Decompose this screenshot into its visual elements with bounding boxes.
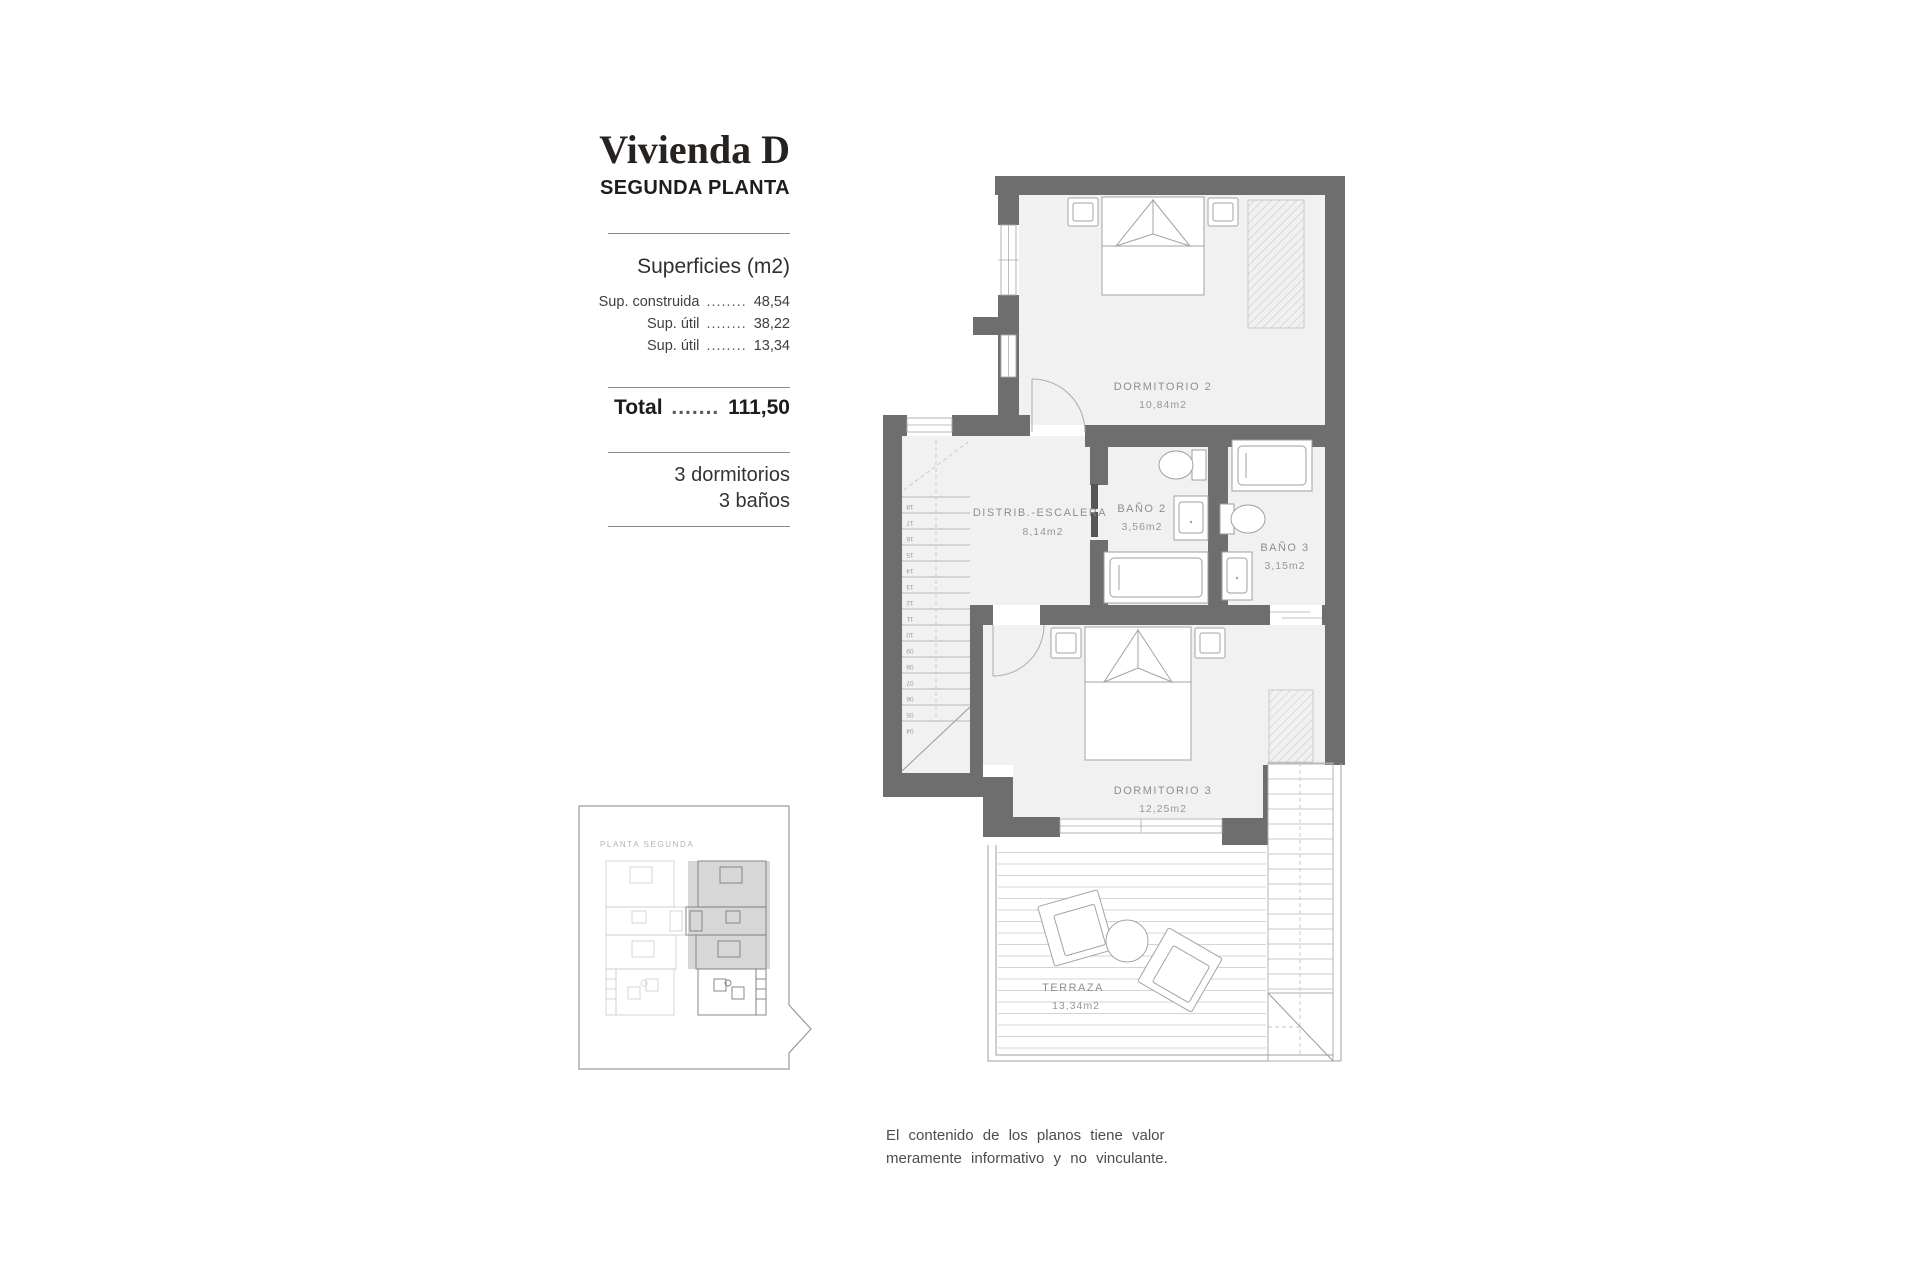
svg-text:12: 12	[906, 599, 914, 606]
surfaces-heading: Superficies (m2)	[637, 255, 790, 278]
surface-value: 38,22	[753, 316, 790, 332]
room-area-bano2: 3,56m2	[1121, 521, 1163, 533]
room-label-dormitorio3: DORMITORIO 3	[1113, 785, 1213, 797]
feature-list	[490, 462, 790, 514]
stair-tread-numbers	[906, 503, 914, 734]
wardrobe-hatch	[1269, 690, 1313, 762]
total-line	[490, 397, 790, 419]
title-block	[490, 128, 790, 527]
surface-label: Sup. útil	[647, 316, 700, 332]
feature-bedrooms: 3 dormitorios	[674, 464, 790, 486]
svg-text:18: 18	[906, 503, 914, 510]
sink	[1222, 552, 1252, 600]
room-label-bano2: BAÑO 2	[1117, 503, 1167, 515]
window-bedroom2-left-lower	[1001, 335, 1016, 377]
svg-text:17: 17	[906, 519, 914, 526]
wardrobe-hatch	[1248, 200, 1304, 328]
toilet	[1159, 450, 1206, 480]
page-title: Vivienda D	[599, 127, 790, 172]
disclaimer-line1: El contenido de los planos tiene valor	[886, 1127, 1165, 1144]
svg-text:07: 07	[906, 679, 914, 686]
room-area-bano3: 3,15m2	[1264, 560, 1306, 572]
bed-double	[1102, 197, 1204, 295]
divider	[608, 452, 790, 453]
disclaimer	[886, 1124, 1196, 1170]
room-area-distribuidor: 8,14m2	[1022, 526, 1064, 538]
total-label: Total	[613, 396, 663, 419]
dot-leader: ........	[706, 294, 747, 310]
toilet	[1220, 504, 1265, 534]
svg-text:08: 08	[906, 663, 914, 670]
svg-text:13: 13	[906, 583, 914, 590]
divider	[608, 387, 790, 388]
sink	[1174, 496, 1208, 540]
dot-leader: ........	[706, 316, 747, 332]
side-table	[1106, 920, 1148, 962]
surface-value: 13,34	[753, 338, 790, 354]
svg-text:04: 04	[906, 727, 914, 734]
svg-text:09: 09	[906, 647, 914, 654]
svg-text:10: 10	[906, 631, 914, 638]
bed-double	[1085, 627, 1191, 760]
bathtub	[1232, 440, 1312, 491]
svg-text:06: 06	[906, 695, 914, 702]
room-area-dormitorio3: 12,25m2	[1139, 803, 1187, 815]
disclaimer-line2: meramente informativo y no vinculante.	[886, 1150, 1168, 1167]
surface-label: Sup. útil	[647, 338, 700, 354]
room-label-terraza: TERRAZA	[1042, 982, 1104, 994]
svg-text:11: 11	[906, 615, 914, 622]
dot-leader: .......	[671, 396, 720, 419]
svg-text:05: 05	[906, 711, 914, 718]
window-hall-top	[907, 418, 952, 432]
page-subtitle: SEGUNDA PLANTA	[599, 177, 790, 199]
room-area-dormitorio2: 10,84m2	[1139, 399, 1187, 411]
room-label-distribuidor: DISTRIB.-ESCALERA	[972, 507, 1108, 519]
floor-plan-drawing	[880, 150, 1400, 1110]
surface-lines	[490, 291, 790, 357]
svg-text:16: 16	[906, 535, 914, 542]
surface-label: Sup. construida	[598, 294, 700, 310]
surface-line	[490, 313, 790, 335]
key-plan-label: PLANTA SEGUNDA	[600, 840, 695, 849]
key-plan-unit-neighbour	[606, 861, 686, 1015]
surface-line	[490, 335, 790, 357]
key-plan	[578, 805, 813, 1070]
total-value: 111,50	[728, 396, 790, 419]
room-area-terraza: 13,34m2	[1052, 1000, 1100, 1012]
divider	[608, 233, 790, 234]
feature-bathrooms: 3 baños	[718, 490, 790, 512]
window-bedroom2-left	[998, 225, 1019, 295]
room-label-dormitorio2: DORMITORIO 2	[1113, 381, 1213, 393]
svg-text:15: 15	[906, 551, 914, 558]
bathtub	[1104, 552, 1208, 603]
surface-line	[490, 291, 790, 313]
divider	[608, 526, 790, 527]
highlighted-unit-fill	[688, 861, 770, 969]
dot-leader: ........	[706, 338, 747, 354]
svg-text:14: 14	[906, 567, 914, 574]
surface-value: 48,54	[753, 294, 790, 310]
room-label-bano3: BAÑO 3	[1260, 542, 1310, 554]
window-bedroom3-terrace	[1060, 819, 1222, 833]
exterior-staircase	[1268, 763, 1333, 1061]
